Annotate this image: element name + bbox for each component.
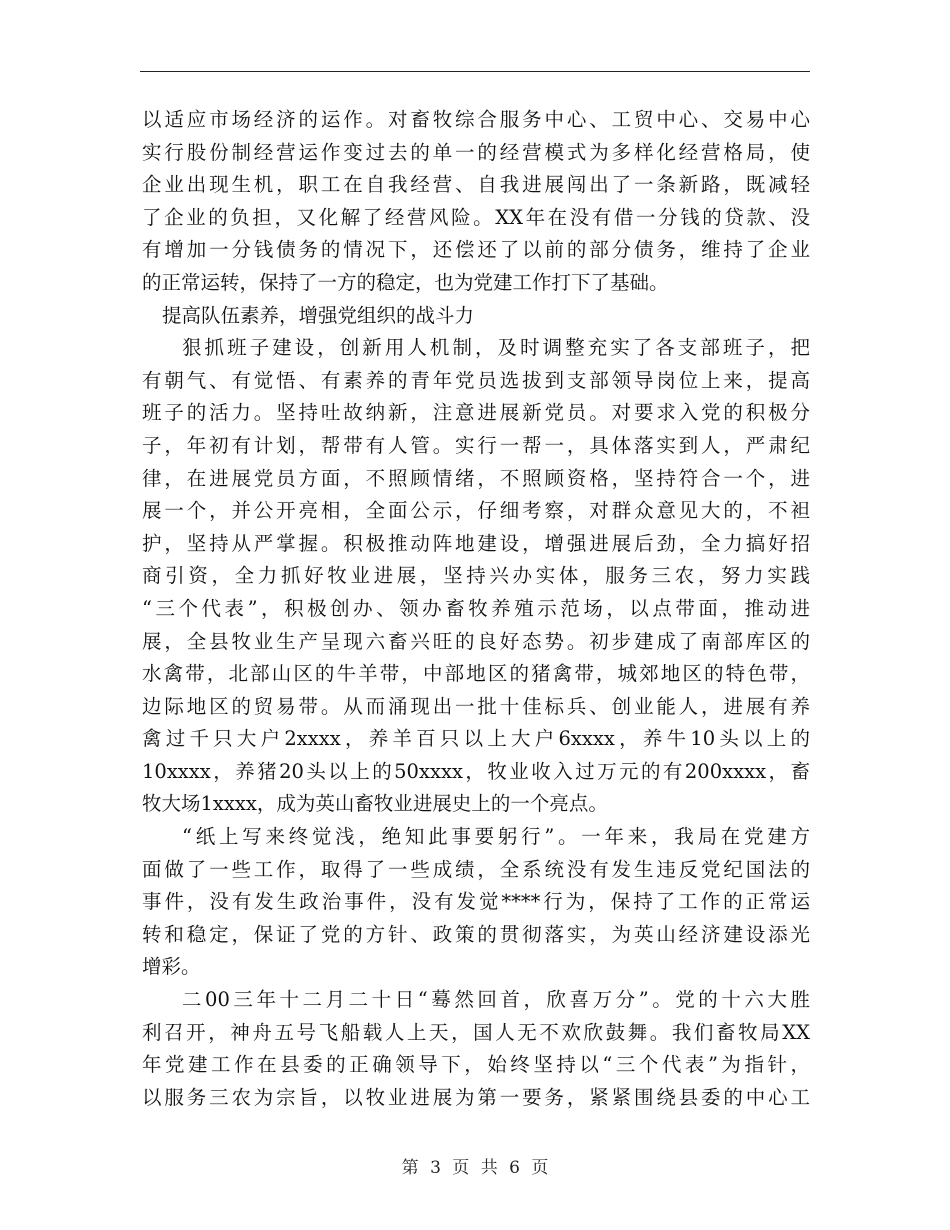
text-line: 年党建工作在县委的正确领导下，始终坚持以“三个代表”为指针，: [142, 1053, 810, 1077]
section-heading: [142, 300, 810, 333]
text-line: 有增加一分钱债务的情况下，还偿还了以前的部分债务，维持了企业: [142, 238, 810, 262]
text-line: 了企业的负担，又化解了经营风险。XX年在没有借一分钱的贷款、没: [142, 205, 810, 229]
text-line: 增彩。: [142, 955, 201, 979]
text-line: 提高队伍素养，增强党组织的战斗力: [162, 303, 475, 327]
paragraph-date-review: [142, 984, 810, 1114]
text-line: 实行股份制经营运作变过去的单一的经营模式为多样化经营格局，使: [142, 140, 810, 164]
paragraph-enterprise-reform: [142, 104, 810, 300]
header-rule: [140, 71, 810, 72]
text-line: 展，全县牧业生产呈现六畜兴旺的良好态势。初步建成了南部库区的: [142, 629, 810, 653]
text-line: 的正常运转，保持了一方的稳定，也为党建工作打下了基础。: [142, 270, 669, 294]
paragraph-summary: [142, 821, 810, 984]
text-line: “纸上写来终觉浅，绝知此事要躬行”。一年来，我局在党建方: [182, 825, 810, 849]
text-line: 以适应市场经济的运作。对畜牧综合服务中心、工贸中心、交易中心: [142, 108, 810, 131]
text-line: 律，在进展党员方面，不照顾情绪，不照顾资格，坚持符合一个，进: [142, 466, 810, 490]
text-line: 有朝气、有觉悟、有素养的青年党员选拔到支部领导岗位上来，提高: [142, 368, 810, 392]
text-line: 商引资，全力抓好牧业进展，坚持兴办实体，服务三农，努力实践: [142, 564, 810, 588]
document-body: [142, 104, 810, 1114]
text-line: 二00三年十二月二十日“蓦然回首，欣喜万分”。党的十六大胜: [182, 988, 810, 1012]
text-line: 班子的活力。坚持吐故纳新，注意进展新党员。对要求入党的积极分: [142, 401, 810, 425]
text-line: 狠抓班子建设，创新用人机制，及时调整充实了各支部班子，把: [182, 336, 810, 360]
paragraph-team-building: [142, 332, 810, 821]
text-line: 子，年初有计划，帮带有人管。实行一帮一，具体落实到人，严肃纪: [142, 433, 810, 457]
text-line: 水禽带，北部山区的牛羊带，中部地区的猪禽带，城郊地区的特色带，: [142, 662, 810, 686]
text-line: 转和稳定，保证了党的方针、政策的贯彻落实，为英山经济建设添光: [142, 922, 810, 946]
text-line: 事件，没有发生政治事件，没有发觉****行为，保持了工作的正常运: [142, 890, 810, 914]
text-line: “三个代表”，积极创办、领办畜牧养殖示范场，以点带面，推动进: [142, 596, 810, 620]
text-line: 禽过千只大户2xxxx，养羊百只以上大户6xxxx，养牛10头以上的: [142, 727, 810, 751]
text-line: 展一个，并公开亮相，全面公示，仔细考察，对群众意见大的，不袒: [142, 499, 810, 523]
text-line: 护，坚持从严掌握。积极推动阵地建设，增强进展后劲，全力搞好招: [142, 531, 810, 555]
text-line: 利召开，神舟五号飞船载人上天，国人无不欢欣鼓舞。我们畜牧局XX: [142, 1020, 810, 1044]
text-line: 企业出现生机，职工在自我经营、自我进展闯出了一条新路，既减轻: [142, 173, 810, 197]
text-line: 边际地区的贸易带。从而涌现出一批十佳标兵、创业能人，进展有养: [142, 694, 810, 718]
text-line: 面做了一些工作，取得了一些成绩，全系统没有发生违反党纪国法的: [142, 857, 810, 881]
text-line: 10xxxx，养猪20头以上的50xxxx，牧业收入过万元的有200xxxx，畜: [142, 759, 810, 783]
text-line: 牧大场1xxxx，成为英山畜牧业进展史上的一个亮点。: [142, 792, 608, 816]
text-line: 以服务三农为宗旨，以牧业进展为第一要务，紧紧围绕县委的中心工: [142, 1085, 810, 1109]
page-number-footer: 第 3 页 共 6 页: [401, 1158, 549, 1178]
